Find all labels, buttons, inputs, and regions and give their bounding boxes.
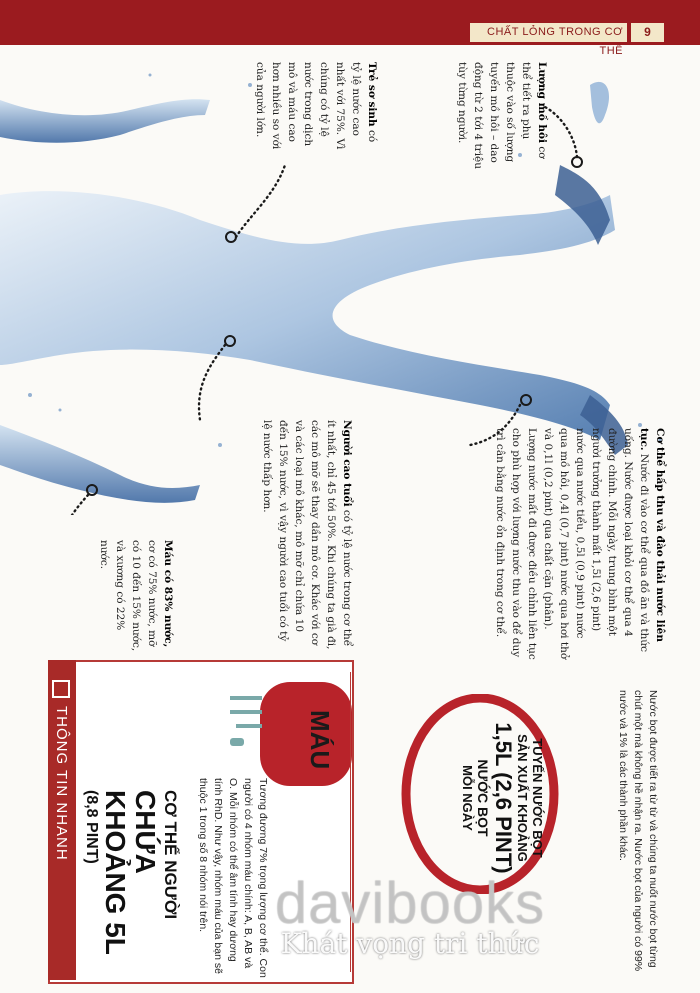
annotation-tre-so-sinh-text: có tỷ lệ nước cao nhất với 75%. Vì chúng có tỷ lệ nước trong dịch mô và máu cao hơn nhiều so với của người lớn. <box>254 62 378 150</box>
annotation-nguoi-cao-tuoi <box>259 420 355 652</box>
saliva-heading <box>460 718 545 878</box>
annotation-hap-thu <box>492 428 668 660</box>
quick-facts-title: THÔNG TIN NHANH <box>53 706 70 861</box>
quick-facts-title-wrap <box>53 680 73 970</box>
body-heading <box>82 790 180 980</box>
annotation-luong-mo-hoi-text: cơ thể tiết ra phụ thuộc vào số lượng tuyến mồ hôi – dao động từ 2 tới 4 triệu tùy từng người. <box>456 62 548 170</box>
saliva-big: 1,5L (2,6 PINT) <box>491 722 516 874</box>
body-heading-big: CHỨA KHOẢNG 5L <box>100 790 161 955</box>
annotation-mau-83 <box>96 540 176 658</box>
saliva-line1: TUYẾN NƯỚC BỌT <box>530 738 545 858</box>
blood-bag-icon <box>230 678 360 790</box>
page-number: 9 <box>631 23 664 42</box>
saliva-line4: MỖI NGÀY <box>460 765 475 831</box>
section-title-box <box>470 23 627 57</box>
body-heading-sub: (8,8 PINT) <box>83 790 100 864</box>
blood-text: Tương đương 7% trọng lượng cơ thể. Con người có 4 nhóm máu chính: A, B, AB và O. Mỗi nhóm có thể âm tính hay dương tính RhD. Như vậy, nhóm máu của bạn sẽ thuộc 1 trong số 8 nhóm nói trên. <box>197 778 269 978</box>
body-heading-small: CƠ THỂ NGƯỜI <box>161 790 180 920</box>
watermark-brand: davibooks <box>274 871 546 936</box>
annotation-mau-83-bold: Máu có 83% nước, <box>162 540 174 648</box>
blood-label: MÁU <box>305 710 335 770</box>
annotation-mau-83-text: cơ có 75% nước, mỡ có 10 đến 15% nước, và xương có 22% nước. <box>98 540 158 652</box>
annotation-nguoi-cao-tuoi-bold: Người cao tuổi <box>341 420 353 507</box>
annotation-tre-so-sinh <box>252 62 380 152</box>
watermark-slogan: Khát vọng tri thức <box>280 927 540 960</box>
quick-facts-icon <box>53 680 71 698</box>
annotation-luong-mo-hoi <box>454 62 550 172</box>
annotation-nguoi-cao-tuoi-text: có tỷ lệ nước trong cơ thể ít nhất, chỉ 45 tới 50%. Khi chúng ta già đi, các mô mỡ sẽ thay dần mô cơ. Khác với cơ và các loại mô khác, mô mỡ chỉ chứa 10 đến 15% nước, vì vậy người cao tuổi có tỷ lệ nước thấp hơn. <box>261 420 353 650</box>
annotation-hap-thu-text: Nước đi vào cơ thể qua đồ ăn và thức uống. Nước được loại khỏi cơ thể qua 4 đường chính. Mỗi ngày, trung bình một người trưởng thành mất 1,5l (2,6 pint) nước qua nước tiểu, 0,5l (0,9 pint) nước qua mồ hôi, 0,4l (0,7 pint) nước qua hơi thở và 0,1l (0,2 pint) qua chất cặn (phân). Lượng nước mất đi được điều chỉnh liên tục cho phù hợp với lượng nước thu vào để duy trì cân bằng nước ổn định trong cơ thể. <box>494 428 650 660</box>
annotation-tre-so-sinh-bold: Trẻ sơ sinh <box>366 62 378 127</box>
page-header <box>0 0 700 57</box>
saliva-line2: SẢN XUẤT KHOẢNG <box>515 734 530 862</box>
annotation-luong-mo-hoi-bold: Lượng mồ hôi <box>536 62 548 144</box>
section-title: CHẤT LỎNG TRONG CƠ THỂ <box>487 26 623 57</box>
saliva-text: Nước bọt được tiết ra từ từ và chúng ta nuốt nước bọt từng chút một mà không hề nhận ra. Nước bọt của người có 99% nước và 1% là các thành phần khác. <box>617 690 659 972</box>
quick-facts-stripe <box>48 660 76 980</box>
saliva-line3: NƯỚC BỌT <box>475 759 491 837</box>
annotation-hap-thu-bold: Cơ thể hấp thu và đào thải nước liên tục. <box>638 428 666 642</box>
facts-divider <box>350 672 351 972</box>
